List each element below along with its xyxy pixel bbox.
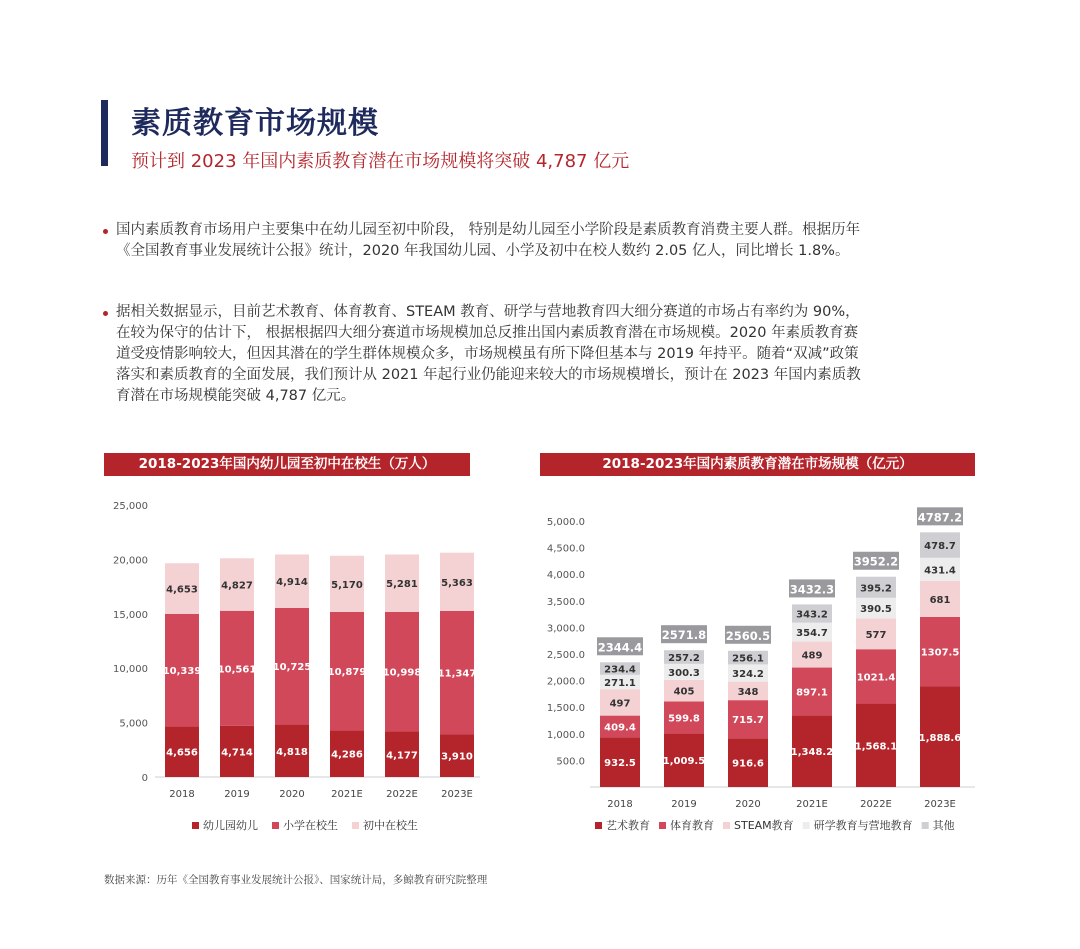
chart-market-size <box>535 495 980 840</box>
data-label: 11,347 <box>437 668 477 680</box>
data-label: 4,818 <box>276 746 308 758</box>
data-label: 577 <box>865 629 887 641</box>
data-label: 5,363 <box>441 577 473 589</box>
data-label: 478.7 <box>924 541 956 553</box>
x-tick-label: 2018 <box>169 789 195 800</box>
y-tick-label: 0 <box>141 773 148 784</box>
y-tick-label: 4,000.0 <box>546 570 585 582</box>
x-tick-label: 2023E <box>441 789 473 800</box>
paragraph-line: 《全国教育事业发展统计公报》统计，2020 年我国幼儿园、小学及初中在校人数约 2.05 亿人，同比增长 1.8%。 <box>116 243 850 259</box>
data-label: 4,653 <box>166 584 198 596</box>
data-label: 897.1 <box>796 687 828 699</box>
bullet-icon <box>103 311 108 316</box>
paragraph-line: 国内素质教育市场用户主要集中在幼儿园至初中阶段， 特别是幼儿园至小学阶段是素质教育消费主要人群。根据历年 <box>116 222 861 238</box>
data-label: 3,910 <box>441 751 473 763</box>
x-tick-label: 2020 <box>735 799 761 810</box>
y-tick-label: 3,000.0 <box>546 623 585 635</box>
total-label: 3952.2 <box>853 554 899 569</box>
legend-label: 艺术教育 <box>606 819 650 832</box>
data-label: 390.5 <box>860 604 892 616</box>
data-label: 10,879 <box>327 667 367 679</box>
x-tick-label: 2021E <box>331 789 363 800</box>
legend-label: 体育教育 <box>670 819 714 832</box>
paragraph-1 <box>116 220 996 262</box>
paragraph-2 <box>116 302 996 407</box>
data-label: 10,725 <box>272 662 312 674</box>
legend-label: 研学教育与营地教育 <box>813 819 913 832</box>
paragraph-line: 道受疫情影响较大，但因其潜在的学生群体规模众多，市场规模虽有所下降但基本与 2019 年持平。随着“双减”政策 <box>116 346 859 362</box>
data-label: 4,177 <box>386 750 418 762</box>
data-label: 324.2 <box>732 669 764 681</box>
data-label: 405 <box>673 686 695 698</box>
y-tick-label: 4,500.0 <box>546 543 585 555</box>
legend-swatch <box>803 822 810 829</box>
data-label: 271.1 <box>604 677 636 689</box>
total-label: 4787.2 <box>917 510 963 525</box>
legend-swatch <box>192 822 199 829</box>
legend-swatch <box>272 822 279 829</box>
total-label: 2344.4 <box>597 640 643 655</box>
bullet-icon <box>103 229 108 234</box>
page-subtitle: 预计到 2023 年国内素质教育潜在市场规模将突破 4,787 亿元 <box>131 151 630 172</box>
y-tick-label: 500.0 <box>556 756 585 768</box>
x-tick-label: 2020 <box>279 789 305 800</box>
y-tick-label: 25,000 <box>113 501 148 512</box>
data-source-note: 数据来源：历年《全国教育事业发展统计公报》、国家统计局，多鲸教育研究院整理 <box>104 874 488 886</box>
data-label: 4,286 <box>331 749 363 761</box>
total-label: 2571.8 <box>661 628 707 643</box>
data-label: 4,827 <box>221 580 253 592</box>
paragraph-line: 育潜在市场规模能突破 4,787 亿元。 <box>116 388 356 404</box>
legend-label: 幼儿园幼儿 <box>203 819 258 832</box>
data-label: 681 <box>929 594 951 606</box>
data-label: 5,281 <box>386 579 418 591</box>
chart2-title: 2018-2023年国内素质教育潜在市场规模（亿元） <box>540 453 975 476</box>
title-accent-bar <box>101 100 108 166</box>
legend-swatch <box>659 822 666 829</box>
y-tick-label: 1,500.0 <box>546 703 585 715</box>
data-label: 497 <box>609 698 631 710</box>
data-label: 4,656 <box>166 747 198 759</box>
y-tick-label: 10,000 <box>113 664 148 676</box>
data-label: 10,339 <box>162 666 202 678</box>
legend-label: 初中在校生 <box>363 819 418 832</box>
data-label: 409.4 <box>604 722 636 734</box>
data-label: 256.1 <box>732 653 764 665</box>
x-tick-label: 2019 <box>671 799 697 810</box>
data-label: 431.4 <box>924 565 956 577</box>
data-label: 354.7 <box>796 628 828 640</box>
y-tick-label: 5,000.0 <box>546 517 585 528</box>
data-label: 5,170 <box>331 579 363 591</box>
data-label: 599.8 <box>668 713 700 725</box>
data-label: 1307.5 <box>920 647 960 659</box>
y-tick-label: 3,500.0 <box>546 596 585 608</box>
page-title: 素质教育市场规模 <box>131 106 379 141</box>
data-label: 1021.4 <box>856 672 896 684</box>
data-label: 348 <box>737 686 759 698</box>
data-label: 4,714 <box>221 747 253 759</box>
chart-students <box>100 490 500 840</box>
x-tick-label: 2023E <box>924 799 956 810</box>
y-tick-label: 2,500.0 <box>546 650 585 661</box>
x-tick-label: 2019 <box>224 789 250 800</box>
y-tick-label: 1,000.0 <box>546 729 585 741</box>
data-label: 916.6 <box>732 758 764 770</box>
paragraph-line: 落实和素质教育的全面发展，我们预计从 2021 年起行业仍能迎来较大的市场规模增长，预计在 2023 年国内素质教 <box>116 367 861 383</box>
y-tick-label: 20,000 <box>113 555 148 567</box>
data-label: 234.4 <box>604 664 636 676</box>
data-label: 4,914 <box>276 577 308 589</box>
legend-swatch <box>723 822 730 829</box>
data-label: 1,009.5 <box>662 756 706 768</box>
legend-label: STEAM教育 <box>734 819 794 832</box>
paragraph-line: 在较为保守的估计下， 根据根据四大细分赛道市场规模加总反推出国内素质教育潜在市场规模。2020 年素质教育赛 <box>116 325 859 341</box>
data-label: 10,998 <box>382 667 422 679</box>
x-tick-label: 2018 <box>607 799 633 810</box>
x-tick-label: 2021E <box>796 799 828 810</box>
legend-swatch <box>352 822 359 829</box>
legend-swatch <box>595 822 602 829</box>
data-label: 932.5 <box>604 758 636 770</box>
legend-label: 其他 <box>932 819 955 832</box>
x-tick-label: 2022E <box>860 799 892 810</box>
chart1-title: 2018-2023年国内幼儿园至初中在校生（万人） <box>104 453 470 476</box>
paragraph-line: 据相关数据显示，目前艺术教育、体育教育、STEAM 教育、研学与营地教育四大细分赛道的市场占有率约为 90%， <box>116 304 860 320</box>
total-label: 2560.5 <box>725 628 771 643</box>
data-label: 1,888.6 <box>918 732 962 744</box>
y-tick-label: 5,000 <box>119 718 148 730</box>
data-label: 1,568.1 <box>854 741 898 753</box>
data-label: 300.3 <box>668 667 700 679</box>
data-label: 257.2 <box>668 653 700 665</box>
data-label: 715.7 <box>732 715 764 727</box>
x-tick-label: 2022E <box>386 789 418 800</box>
legend-swatch <box>922 822 929 829</box>
data-label: 10,561 <box>217 664 257 676</box>
total-label: 3432.3 <box>789 582 835 597</box>
data-label: 1,348.2 <box>790 747 834 759</box>
data-label: 489 <box>801 650 823 662</box>
data-label: 395.2 <box>860 583 892 595</box>
data-label: 343.2 <box>796 609 828 621</box>
y-tick-label: 15,000 <box>113 609 148 621</box>
y-tick-label: 2,000.0 <box>546 676 585 688</box>
legend-label: 小学在校生 <box>283 819 338 832</box>
